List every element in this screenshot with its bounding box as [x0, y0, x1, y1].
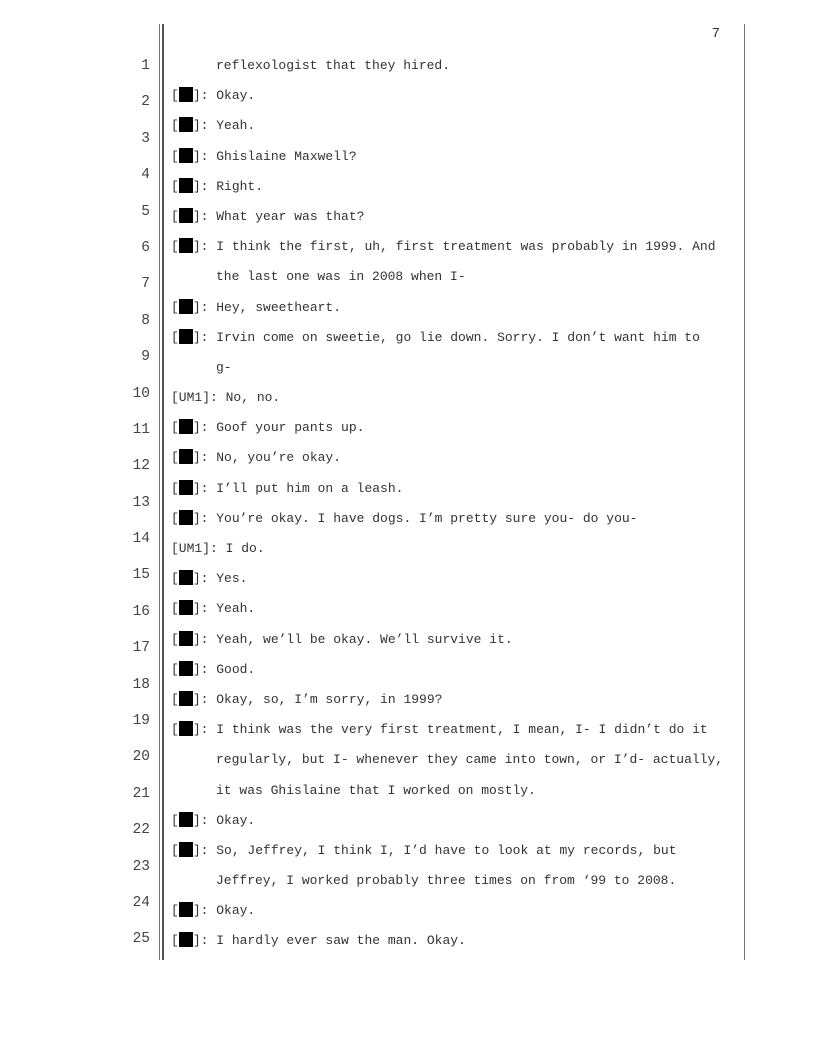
transcript-line: [171, 478, 741, 508]
speaker-bracket: [: [171, 812, 179, 828]
line-number: 3: [141, 130, 150, 147]
speaker-bracket: [: [171, 88, 179, 104]
line-number: 18: [132, 676, 150, 693]
utterance-text: Okay.: [216, 812, 256, 828]
utterance-text: it was Ghislaine that I worked on mostly.: [216, 782, 536, 798]
redaction-block: [179, 419, 193, 434]
redaction-block: [179, 510, 193, 525]
utterance-text: Irvin come on sweetie, go lie down. Sorry. I don’t want him to: [216, 329, 700, 345]
utterance-text: g-: [216, 359, 232, 375]
transcript-line: [171, 810, 741, 840]
redaction-block: [179, 842, 193, 857]
speaker-bracket: [: [171, 148, 179, 164]
line-number: 12: [132, 458, 150, 475]
speaker-separator: ]:: [192, 450, 217, 466]
utterance-text: Yes.: [216, 571, 248, 587]
speaker-bracket: [: [171, 118, 179, 134]
utterance-text: I do.: [225, 541, 265, 556]
speaker-separator: ]:: [192, 118, 217, 134]
line-number: 19: [132, 713, 150, 730]
line-number: 10: [132, 385, 150, 402]
transcript-line: [171, 689, 741, 719]
speaker-label: [UM1]:: [171, 390, 226, 406]
speaker-separator: ]:: [192, 842, 217, 858]
line-number: 5: [141, 203, 150, 220]
speaker-bracket: [: [171, 208, 179, 224]
transcript-line: [171, 840, 741, 870]
redaction-block: [179, 570, 193, 585]
utterance-text: I’ll put him on a leash.: [216, 480, 404, 496]
speaker-bracket: [: [171, 722, 179, 738]
utterance-text: Hey, sweetheart.: [216, 299, 342, 315]
transcript-line: [171, 297, 741, 327]
redaction-block: [179, 661, 193, 676]
speaker-separator: ]:: [192, 208, 217, 224]
speaker-bracket: [: [171, 903, 179, 919]
redaction-block: [179, 449, 193, 464]
speaker-bracket: [: [171, 631, 179, 647]
line-number: 16: [132, 603, 150, 620]
speaker-separator: ]:: [192, 571, 217, 587]
transcript-line: [171, 55, 741, 85]
speaker-bracket: [: [171, 661, 179, 677]
transcript-line: [171, 85, 741, 115]
line-number: 6: [141, 239, 150, 256]
speaker-bracket: [: [171, 510, 179, 526]
line-number: 22: [132, 822, 150, 839]
line-number: 11: [132, 421, 150, 438]
transcript-line: [171, 629, 741, 659]
speaker-separator: ]:: [192, 510, 217, 526]
left-margin-rule-inner: [162, 24, 164, 960]
speaker-bracket: [: [171, 178, 179, 194]
redaction-block: [179, 631, 193, 646]
utterance-text: Yeah.: [216, 601, 256, 617]
transcript-line: [171, 387, 741, 417]
utterance-text: You’re okay. I have dogs. I’m pretty sure you- do you-: [216, 510, 638, 526]
redaction-block: [179, 299, 193, 314]
utterance-text: reflexologist that they hired.: [216, 58, 451, 73]
redaction-block: [179, 600, 193, 615]
utterance-text: Okay.: [216, 903, 256, 919]
redaction-block: [179, 691, 193, 706]
utterance-text: What year was that?: [216, 208, 365, 224]
utterance-text: Good.: [216, 661, 256, 677]
transcript-line: [171, 236, 741, 266]
line-number: 9: [141, 349, 150, 366]
transcript-line: [171, 719, 741, 749]
transcript-line: [171, 357, 741, 387]
utterance-text: Yeah, we’ll be okay. We’ll survive it.: [216, 631, 513, 647]
speaker-separator: ]:: [192, 812, 217, 828]
utterance-text: Jeffrey, I worked probably three times on from ‘99 to 2008.: [216, 873, 677, 889]
utterance-text: the last one was in 2008 when I-: [216, 269, 466, 285]
redaction-block: [179, 480, 193, 495]
transcript-line: [171, 266, 741, 296]
speaker-bracket: [: [171, 239, 179, 255]
speaker-bracket: [: [171, 420, 179, 436]
left-margin-rule: [159, 24, 160, 960]
transcript-line: [171, 508, 741, 538]
transcript-line: [171, 749, 741, 779]
speaker-separator: ]:: [192, 661, 217, 677]
transcript-line: [171, 930, 741, 960]
redaction-block: [179, 329, 193, 344]
line-number: 7: [141, 276, 150, 293]
utterance-text: Ghislaine Maxwell?: [216, 148, 357, 164]
line-number: 14: [132, 531, 150, 548]
line-number: 2: [141, 94, 150, 111]
speaker-separator: ]:: [192, 601, 217, 617]
line-number-column: [118, 55, 150, 965]
utterance-text: Yeah.: [216, 118, 256, 134]
utterance-text: No, you’re okay.: [216, 450, 342, 466]
transcript-line: [171, 115, 741, 145]
speaker-separator: ]:: [192, 148, 217, 164]
redaction-block: [179, 812, 193, 827]
speaker-separator: ]:: [192, 299, 217, 315]
line-number: 4: [141, 167, 150, 184]
utterance-text: Okay.: [216, 88, 256, 104]
line-number: 8: [141, 312, 150, 329]
utterance-text: Right.: [216, 178, 264, 194]
utterance-text: So, Jeffrey, I think I, I’d have to look at my records, but: [216, 842, 677, 858]
right-margin-rule: [744, 24, 745, 960]
transcript-line: [171, 659, 741, 689]
utterance-text: I hardly ever saw the man. Okay.: [216, 933, 466, 949]
utterance-text: I think was the very first treatment, I mean, I- I didn’t do it: [216, 722, 708, 738]
line-number: 23: [132, 858, 150, 875]
speaker-bracket: [: [171, 933, 179, 949]
speaker-separator: ]:: [192, 239, 217, 255]
transcript-line: [171, 447, 741, 477]
speaker-separator: ]:: [192, 903, 217, 919]
redaction-block: [179, 117, 193, 132]
redaction-block: [179, 902, 193, 917]
line-number: 21: [132, 785, 150, 802]
transcript-line: [171, 780, 741, 810]
redaction-block: [179, 208, 193, 223]
page-number: 7: [711, 26, 720, 42]
redaction-block: [179, 238, 193, 253]
speaker-separator: ]:: [192, 691, 217, 707]
speaker-bracket: [: [171, 571, 179, 587]
transcript-line: [171, 206, 741, 236]
speaker-bracket: [: [171, 299, 179, 315]
line-number: 24: [132, 894, 150, 911]
line-number: 20: [132, 749, 150, 766]
speaker-bracket: [: [171, 450, 179, 466]
speaker-separator: ]:: [192, 420, 217, 436]
transcript-body: [171, 55, 741, 961]
redaction-block: [179, 932, 193, 947]
transcript-line: [171, 870, 741, 900]
speaker-bracket: [: [171, 601, 179, 617]
transcript-line: [171, 327, 741, 357]
transcript-line: [171, 417, 741, 447]
line-number: 17: [132, 640, 150, 657]
utterance-text: Okay, so, I’m sorry, in 1999?: [216, 691, 443, 707]
utterance-text: No, no.: [225, 390, 281, 406]
line-number: 13: [132, 494, 150, 511]
speaker-label: [UM1]:: [171, 541, 226, 556]
utterance-text: regularly, but I- whenever they came into town, or I’d- actually,: [216, 752, 724, 768]
speaker-separator: ]:: [192, 480, 217, 496]
redaction-block: [179, 178, 193, 193]
transcript-line: [171, 598, 741, 628]
speaker-bracket: [: [171, 842, 179, 858]
speaker-separator: ]:: [192, 631, 217, 647]
line-number: 25: [132, 931, 150, 948]
utterance-text: I think the first, uh, first treatment was probably in 1999. And: [216, 239, 716, 255]
line-number: 15: [132, 567, 150, 584]
speaker-separator: ]:: [192, 178, 217, 194]
redaction-block: [179, 721, 193, 736]
transcript-line: [171, 176, 741, 206]
speaker-separator: ]:: [192, 933, 217, 949]
transcript-line: [171, 568, 741, 598]
speaker-separator: ]:: [192, 722, 217, 738]
speaker-bracket: [: [171, 480, 179, 496]
speaker-separator: ]:: [192, 329, 217, 345]
speaker-bracket: [: [171, 329, 179, 345]
speaker-separator: ]:: [192, 88, 217, 104]
line-number: 1: [141, 58, 150, 74]
redaction-block: [179, 148, 193, 163]
utterance-text: Goof your pants up.: [216, 420, 365, 436]
transcript-line: [171, 900, 741, 930]
transcript-line: [171, 146, 741, 176]
transcript-line: [171, 538, 741, 568]
redaction-block: [179, 87, 193, 102]
speaker-bracket: [: [171, 691, 179, 707]
